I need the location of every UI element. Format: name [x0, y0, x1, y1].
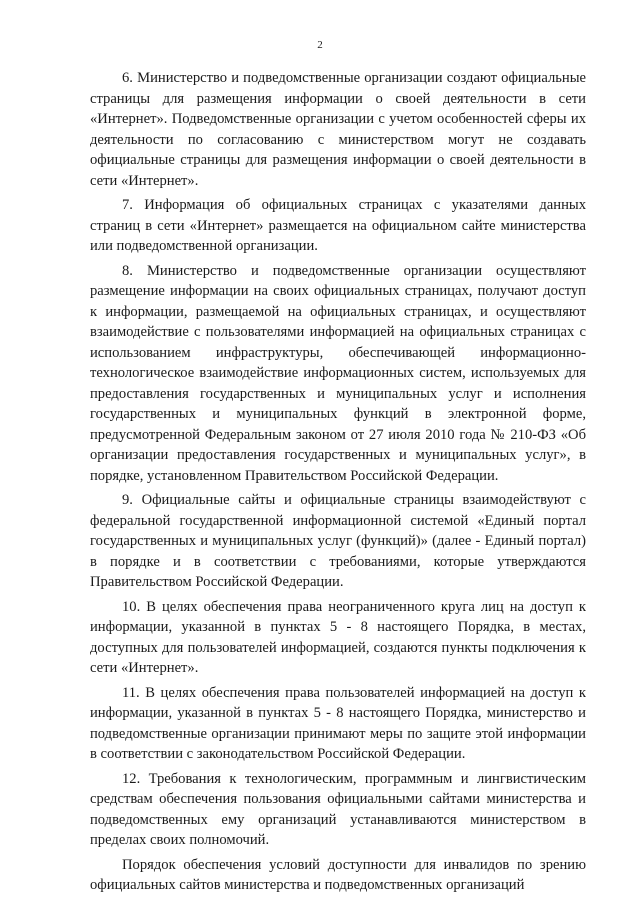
paragraph-7: 7. Информация об официальных страницах с указателями данных страниц в сети «Интернет» размещается на официальном сайте министерства или подведомственной организации.	[90, 197, 586, 254]
document-body	[90, 68, 586, 896]
paragraph-accessibility: Порядок обеспечения условий доступности для инвалидов по зрению официальных сайтов министерства и подведомственных организаций	[90, 856, 586, 893]
paragraph-8: 8. Министерство и подведомственные организации осуществляют размещение информации на своих официальных страницах, получают доступ к информации, размещаемой на официальных страницах, и осуществляют взаимодействие с пользователями информацией на официальных страницах с использованием инфраструктуры, обеспечивающей информационно-технологическое взаимодействие информационных систем, используемых для предоставления государственных и муниципальных услуг и исполнения государственных и муниципальных функций в электронной форме, предусмотренной Федеральным законом от 27 июля 2010 года № 210-ФЗ «Об организации предоставления государственных и муниципальных услуг», в порядке, установленном Правительством Российской Федерации.	[90, 262, 586, 484]
paragraph-12: 12. Требования к технологическим, программным и лингвистическим средствам обеспечения пользования официальными сайтами министерства и подведомственных ему организаций устанавливаются министерством в пределах своих полномочий.	[90, 770, 586, 848]
paragraph-11: 11. В целях обеспечения права пользователей информацией на доступ к информации, указанной в пунктах 5 - 8 настоящего Порядка, министерство и подведомственные организации принимают меры по защите этой информации в соответствии с законодательством Российской Федерации.	[90, 684, 586, 762]
page-number: 2	[317, 39, 323, 51]
paragraph-10: 10. В целях обеспечения права неограниченного круга лиц на доступ к информации, указанной в пунктах 5 - 8 настоящего Порядка, в местах, доступных для пользователей информацией, создаются пункты подключения к сети «Интернет».	[90, 598, 586, 676]
paragraph-9: 9. Официальные сайты и официальные страницы взаимодействуют с федеральной государственной информационной системой «Единый портал государственных и муниципальных услуг (функций)» (далее - Единый портал) в порядке и в соответствии с требованиями, которые утверждаются Правительством Российской Федерации.	[90, 492, 586, 590]
paragraph-6: 6. Министерство и подведомственные организации создают официальные страницы для размещения информации о своей деятельности в сети «Интернет». Подведомственные организации с учетом особенностей сферы их деятельности по согласованию с министерством могут не создавать официальные страницы для размещения информации о своей деятельности в сети «Интернет».	[90, 70, 586, 189]
